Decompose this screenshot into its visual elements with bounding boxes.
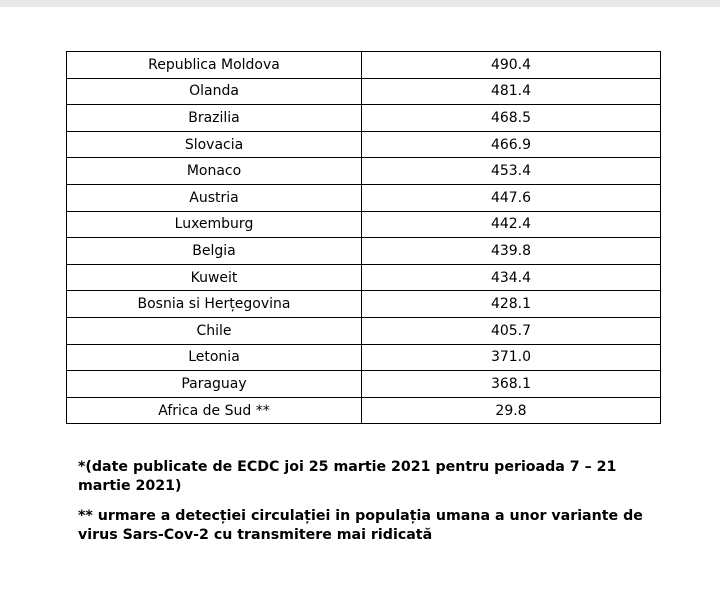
table-row [67,158,661,185]
table-row [67,78,661,105]
value-cell: 466.9 [362,131,661,158]
value-cell: 434.4 [362,264,661,291]
table-row [67,105,661,132]
country-cell: Olanda [67,78,362,105]
value-cell: 368.1 [362,371,661,398]
country-cell: Chile [67,317,362,344]
value-cell: 442.4 [362,211,661,238]
table-row [67,397,661,424]
country-cell: Paraguay [67,371,362,398]
table-row [67,131,661,158]
country-cell: Bosnia si Herțegovina [67,291,362,318]
country-cell: Austria [67,184,362,211]
value-cell: 29.8 [362,397,661,424]
value-cell: 428.1 [362,291,661,318]
table-row [67,371,661,398]
country-cell: Republica Moldova [67,52,362,79]
variant-note: ** urmare a detecției circulației in populația umana a unor variante de virus Sars-Cov-2 cu transmitere mai ridicată [78,508,643,543]
country-cell: Letonia [67,344,362,371]
value-cell: 447.6 [362,184,661,211]
source-note: *(date publicate de ECDC joi 25 martie 2021 pentru perioada 7 – 21 martie 2021) [78,459,617,494]
country-cell: Brazilia [67,105,362,132]
value-cell: 468.5 [362,105,661,132]
footnotes [78,458,658,556]
country-cell: Monaco [67,158,362,185]
value-cell: 453.4 [362,158,661,185]
table-row [67,211,661,238]
table-row [67,238,661,265]
table-row [67,184,661,211]
country-cell: Slovacia [67,131,362,158]
country-incidence-table [66,51,661,424]
table-row [67,52,661,79]
value-cell: 371.0 [362,344,661,371]
value-cell: 490.4 [362,52,661,79]
country-cell: Africa de Sud ** [67,397,362,424]
top-bar [0,0,720,7]
country-cell: Belgia [67,238,362,265]
country-cell: Luxemburg [67,211,362,238]
value-cell: 405.7 [362,317,661,344]
table-row [67,264,661,291]
table-row [67,317,661,344]
table-row [67,291,661,318]
value-cell: 439.8 [362,238,661,265]
table-row [67,344,661,371]
country-cell: Kuweit [67,264,362,291]
value-cell: 481.4 [362,78,661,105]
